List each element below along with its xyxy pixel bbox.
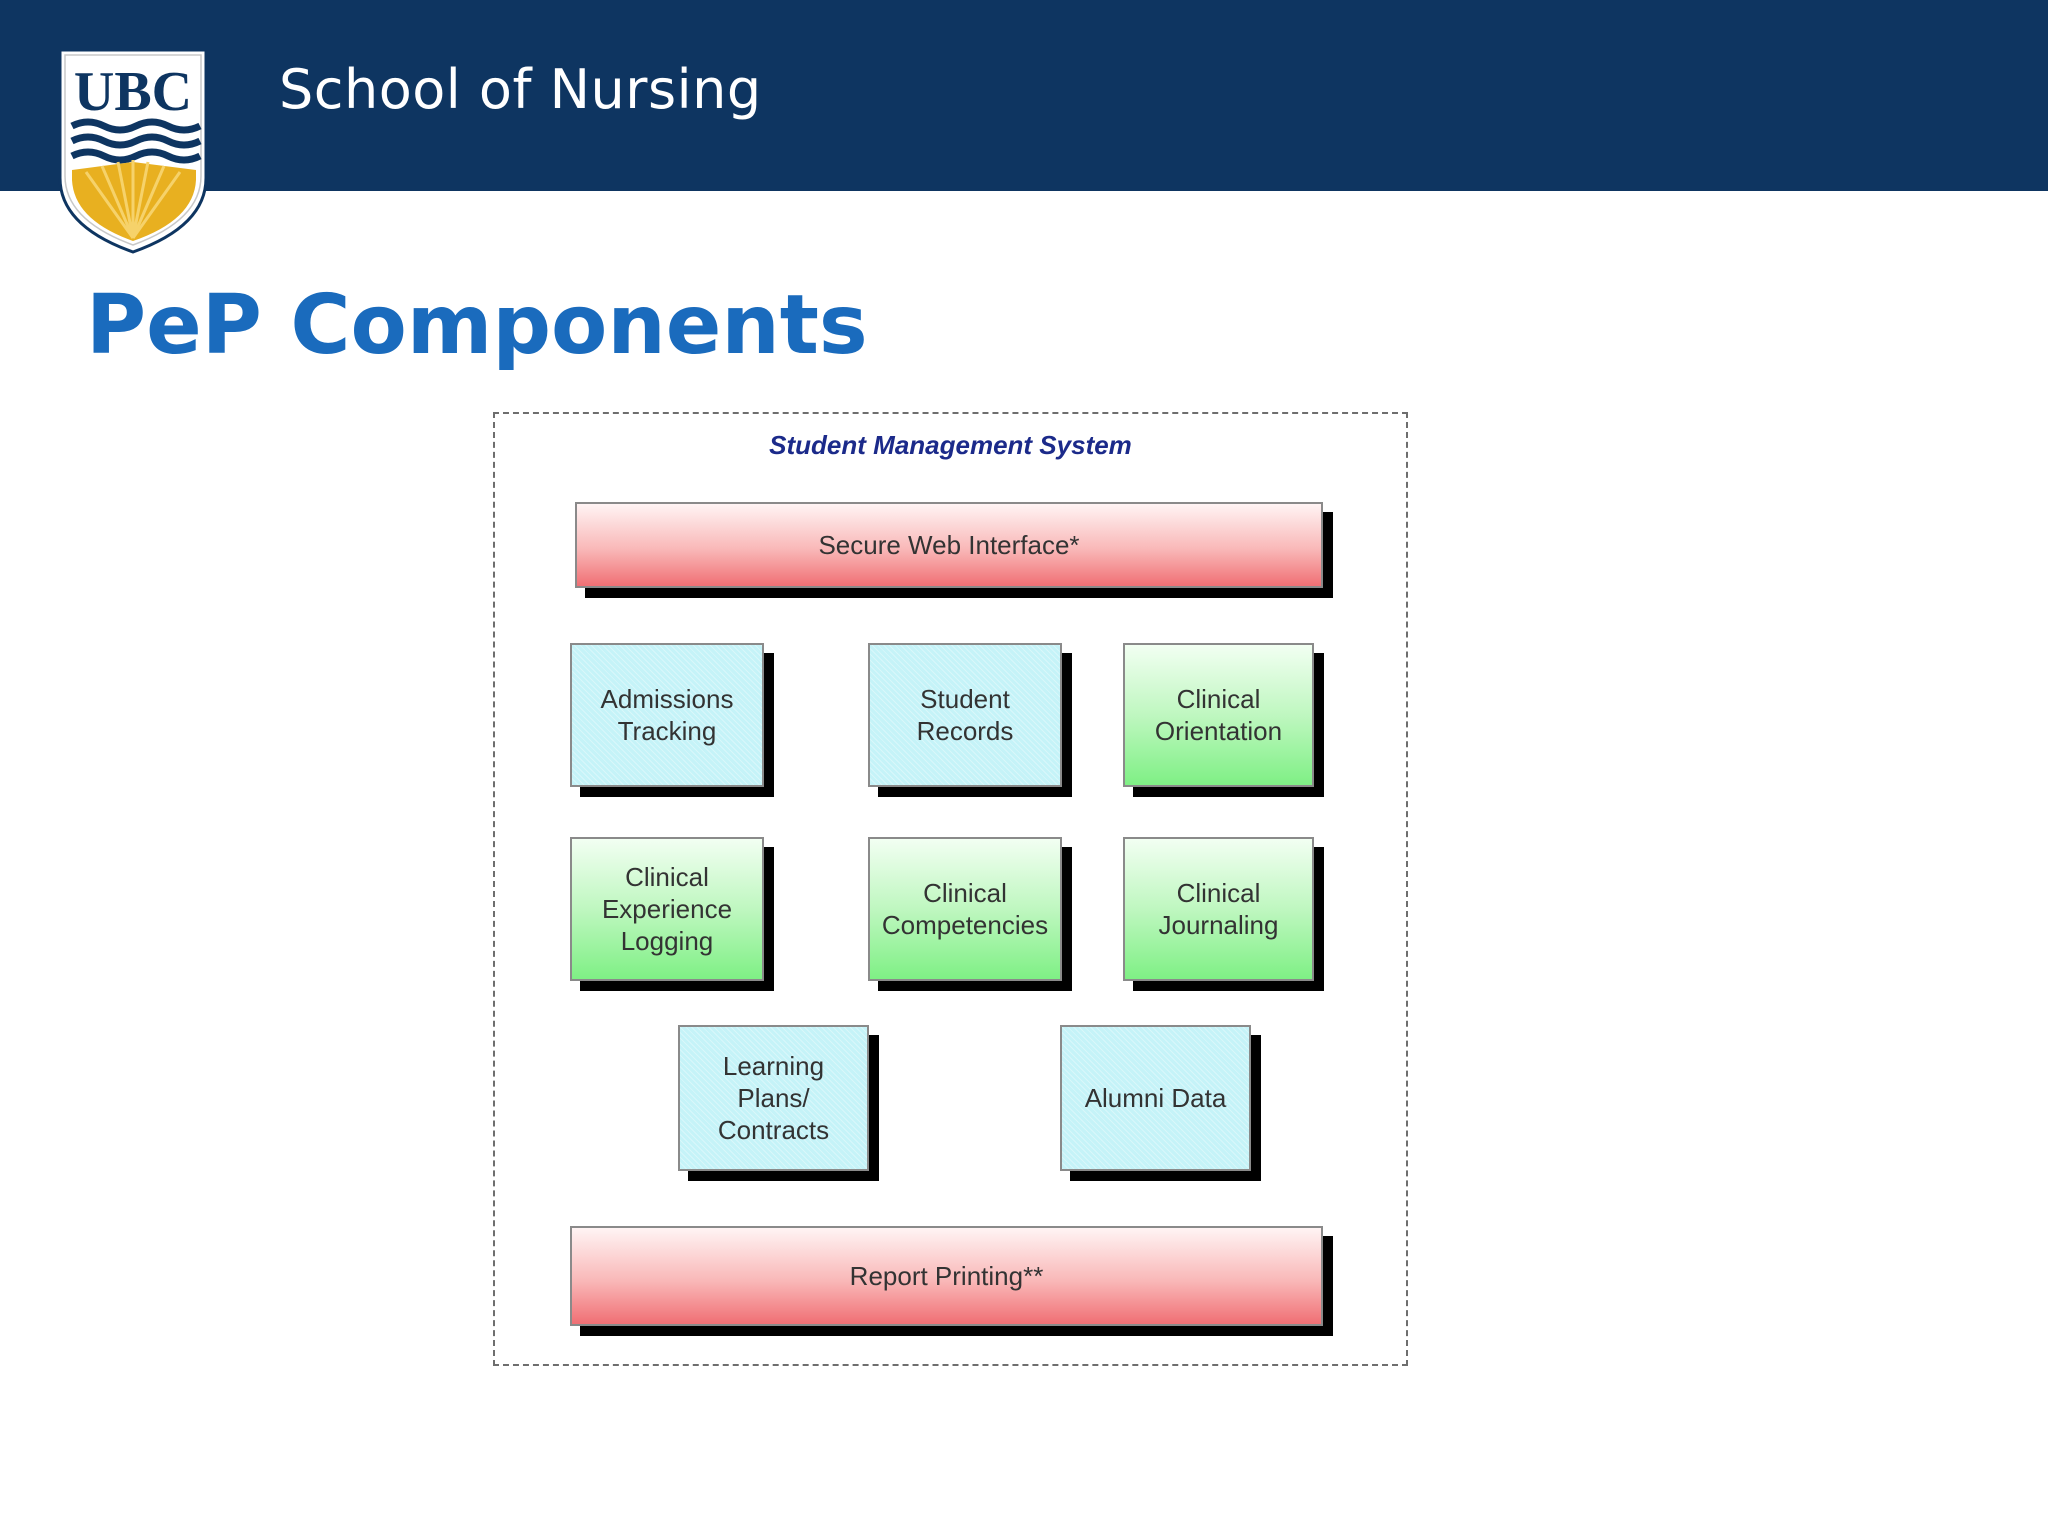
- ubc-crest-logo: [58, 48, 208, 254]
- module-clinical-competencies: [868, 837, 1062, 981]
- secure-web-interface-label: Secure Web Interface*: [818, 530, 1080, 560]
- page-title: PeP Components: [86, 278, 868, 373]
- secure-web-interface-bar: [575, 502, 1323, 588]
- school-name: School of Nursing: [279, 58, 762, 121]
- module-label: Learning Plans/ Contracts: [717, 1051, 830, 1145]
- module-label: Admissions Tracking: [600, 684, 734, 746]
- module-clinical-journaling: [1123, 837, 1314, 981]
- report-printing-label: Report Printing**: [849, 1261, 1044, 1291]
- module-label: Student Records: [916, 684, 1014, 746]
- module-alumni-data: [1060, 1025, 1251, 1171]
- crest-shield-icon: [58, 48, 208, 254]
- module-clinical-orientation: [1123, 643, 1314, 787]
- report-printing-bar: [570, 1226, 1323, 1326]
- diagram-title: Student Management System: [769, 430, 1132, 460]
- module-clinical-experience-logging: [570, 837, 764, 981]
- module-learning-plans-contracts: [678, 1025, 869, 1171]
- module-label: Alumni Data: [1084, 1083, 1227, 1113]
- module-label: Clinical Orientation: [1154, 684, 1283, 746]
- crest-lettering: UBC: [73, 61, 193, 123]
- module-student-records: [868, 643, 1062, 787]
- module-label: Clinical Experience Logging: [601, 862, 733, 956]
- module-label: Clinical Competencies: [881, 878, 1049, 940]
- module-admissions-tracking: [570, 643, 764, 787]
- system-diagram: [493, 412, 1408, 1366]
- module-label: Clinical Journaling: [1158, 878, 1279, 940]
